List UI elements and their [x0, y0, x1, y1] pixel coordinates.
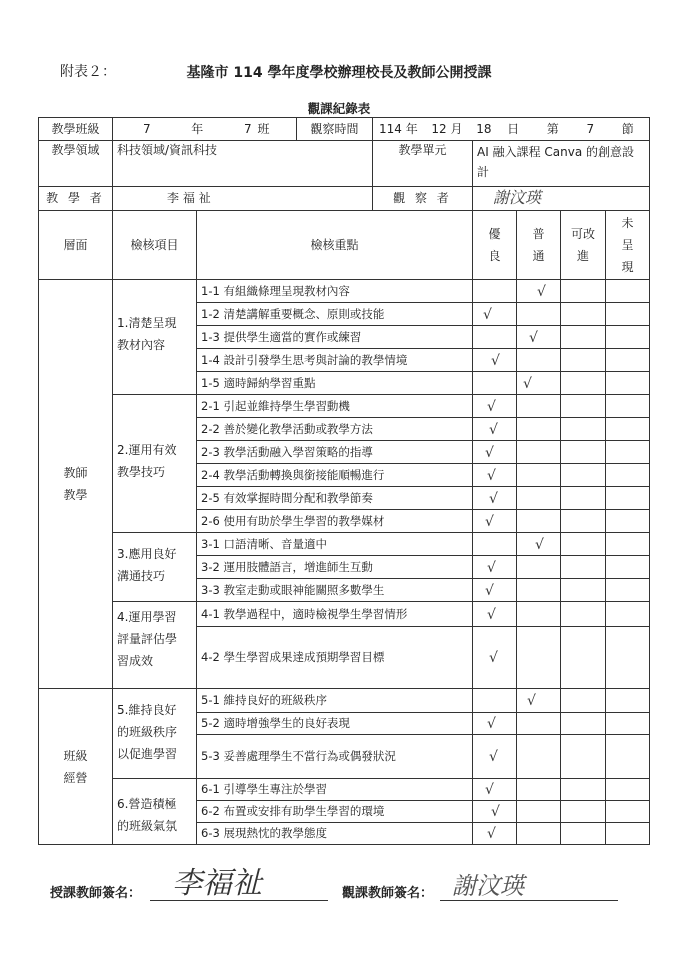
- col-absent: 未呈現: [606, 211, 650, 280]
- rating-cell: [517, 418, 561, 441]
- check-item-text: 6-2 布置或安排有助學生學習的環境: [197, 801, 473, 823]
- domain-label: 教學領域: [39, 141, 113, 187]
- check-item-text: 1-5 適時歸納學習重點: [197, 372, 473, 395]
- rating-cell: [606, 303, 650, 326]
- form-subtitle: 觀課紀錄表: [307, 101, 371, 116]
- rating-cell: [606, 464, 650, 487]
- check-table-body: [39, 280, 650, 845]
- rating-cell: [517, 579, 561, 602]
- rating-cell: [606, 713, 650, 735]
- month-unit: 月: [450, 121, 463, 136]
- rating-cell: [606, 349, 650, 372]
- check-mark-icon: √: [489, 749, 498, 765]
- check-item-text: 5-2 適時增強學生的良好表現: [197, 713, 473, 735]
- rating-cell: [473, 510, 517, 533]
- check-row: [39, 779, 650, 801]
- rating-cell: [473, 303, 517, 326]
- rating-cell: [517, 441, 561, 464]
- rating-cell: [561, 533, 606, 556]
- rating-cell: [473, 441, 517, 464]
- check-item-text: 3-2 運用肢體語言，增進師生互動: [197, 556, 473, 579]
- rating-cell: [561, 280, 606, 303]
- check-mark-icon: √: [491, 804, 500, 820]
- rating-cell: [517, 510, 561, 533]
- rating-cell: [517, 556, 561, 579]
- check-item-text: 6-1 引導學生專注於學習: [197, 779, 473, 801]
- rating-cell: [473, 735, 517, 779]
- rating-cell: [606, 533, 650, 556]
- rating-cell: [606, 735, 650, 779]
- rating-cell: [561, 689, 606, 713]
- rating-cell: [473, 418, 517, 441]
- col-normal: 普通: [517, 211, 561, 280]
- rating-cell: [606, 801, 650, 823]
- rating-cell: [517, 280, 561, 303]
- check-row: [39, 395, 650, 418]
- check-item-text: 4-1 教學過程中，適時檢視學生學習情形: [197, 602, 473, 627]
- rating-cell: [561, 464, 606, 487]
- check-item-text: 6-3 展現熱忱的教學態度: [197, 823, 473, 845]
- info-row-teacher-observer: [39, 187, 650, 211]
- rating-cell: [517, 823, 561, 845]
- observation-record-table: [38, 117, 650, 845]
- grade-unit: 年: [191, 121, 205, 136]
- check-mark-icon: √: [487, 467, 496, 484]
- check-row: [39, 280, 650, 303]
- teacher-signature-label: 授課教師簽名：: [50, 886, 142, 901]
- rating-cell: [561, 627, 606, 689]
- rating-cell: [561, 735, 606, 779]
- check-item-text: 1-3 提供學生適當的實作或練習: [197, 326, 473, 349]
- observer-signature-label: 觀課教師簽名：: [342, 886, 434, 901]
- rating-cell: [561, 510, 606, 533]
- period-prefix: 第: [546, 121, 559, 136]
- check-mark-icon: √: [523, 375, 532, 392]
- class-label: 教學班級: [39, 118, 113, 141]
- rating-cell: [517, 602, 561, 627]
- check-group: [113, 395, 197, 533]
- col-item: 檢核項目: [113, 211, 197, 280]
- rating-cell: [561, 556, 606, 579]
- observer-signature: 謝汶瑛: [452, 872, 524, 900]
- check-group-label: 5.維持良好的班級秩序以促進學習: [117, 703, 178, 761]
- rating-cell: [517, 533, 561, 556]
- level-cell: [39, 280, 113, 689]
- rating-cell: [561, 801, 606, 823]
- level-cell: [39, 689, 113, 845]
- rating-cell: [517, 801, 561, 823]
- period-value: 7: [586, 121, 595, 136]
- col-level: 層面: [39, 211, 113, 280]
- check-group: [113, 779, 197, 845]
- check-mark-icon: √: [487, 398, 496, 415]
- check-item-text: 3-3 教室走動或眼神能關照多數學生: [197, 579, 473, 602]
- observer-label: 觀 察 者: [373, 187, 473, 211]
- check-mark-icon: √: [485, 582, 494, 599]
- rating-cell: [561, 579, 606, 602]
- check-group-label: 1.清楚呈現教材內容: [117, 316, 177, 352]
- check-item-text: 2-5 有效掌握時間分配和教學節奏: [197, 487, 473, 510]
- check-item-text: 2-6 使用有助於學生學習的教學媒材: [197, 510, 473, 533]
- time-value: [373, 118, 650, 141]
- rating-cell: [473, 689, 517, 713]
- unit-value: AI 融入課程 Canva 的創意設計: [473, 141, 650, 187]
- check-mark-icon: √: [483, 306, 492, 323]
- rating-cell: [517, 779, 561, 801]
- teacher-label: 教 學 者: [39, 187, 113, 211]
- rating-cell: [561, 395, 606, 418]
- check-group-label: 2.運用有效教學技巧: [117, 443, 177, 479]
- check-group-label: 3.應用良好溝通技巧: [117, 547, 177, 583]
- check-mark-icon: √: [487, 826, 496, 842]
- check-mark-icon: √: [487, 559, 496, 576]
- check-mark-icon: √: [489, 421, 498, 438]
- check-group: [113, 280, 197, 395]
- check-item-text: 2-4 教學活動轉換與銜接能順暢進行: [197, 464, 473, 487]
- rating-cell: [561, 418, 606, 441]
- rating-cell: [561, 349, 606, 372]
- rating-cell: [517, 689, 561, 713]
- month-value: 12: [431, 121, 447, 136]
- check-item-text: 2-3 教學活動融入學習策略的指導: [197, 441, 473, 464]
- check-row: [39, 533, 650, 556]
- teacher-value: 李 福 祉: [113, 187, 373, 211]
- day-unit: 日: [507, 121, 520, 136]
- check-mark-icon: √: [527, 693, 536, 709]
- rating-cell: [606, 579, 650, 602]
- rating-cell: [561, 441, 606, 464]
- rating-cell: [517, 735, 561, 779]
- rating-cell: [561, 602, 606, 627]
- rating-cell: [606, 326, 650, 349]
- rating-cell: [561, 303, 606, 326]
- rating-cell: [561, 779, 606, 801]
- rating-cell: [606, 823, 650, 845]
- rating-cell: [561, 372, 606, 395]
- check-item-text: 2-2 善於變化教學活動或教學方法: [197, 418, 473, 441]
- level-name: 教師教學: [63, 466, 88, 502]
- rating-cell: [606, 689, 650, 713]
- rating-cell: [473, 556, 517, 579]
- rating-cell: [473, 579, 517, 602]
- rating-cell: [473, 395, 517, 418]
- rating-cell: [473, 372, 517, 395]
- grade-value: 7: [143, 121, 152, 136]
- rating-cell: [517, 713, 561, 735]
- observer-value: [473, 187, 650, 211]
- rating-cell: [517, 326, 561, 349]
- period-unit: 節: [621, 121, 634, 136]
- rating-cell: [473, 464, 517, 487]
- check-item-text: 1-4 設計引發學生思考與討論的教學情境: [197, 349, 473, 372]
- rating-cell: [606, 395, 650, 418]
- rating-cell: [517, 627, 561, 689]
- rating-cell: [473, 280, 517, 303]
- rating-cell: [473, 823, 517, 845]
- observer-handwriting: 謝汶瑛: [493, 188, 542, 207]
- check-group-label: 4.運用學習評量評估學習成效: [117, 610, 178, 668]
- rating-cell: [517, 303, 561, 326]
- rating-cell: [606, 487, 650, 510]
- year-unit: 年: [405, 121, 418, 136]
- rating-cell: [517, 349, 561, 372]
- rating-cell: [473, 602, 517, 627]
- rating-cell: [473, 627, 517, 689]
- check-item-text: 1-1 有組織條理呈現教材內容: [197, 280, 473, 303]
- check-group-label: 6.營造積極的班級氣氛: [117, 797, 178, 833]
- check-group: [113, 689, 197, 779]
- rating-cell: [517, 464, 561, 487]
- check-mark-icon: √: [491, 352, 500, 369]
- level-name: 班級經營: [63, 748, 88, 785]
- check-mark-icon: √: [485, 513, 494, 530]
- time-label: 觀察時間: [297, 118, 373, 141]
- rating-cell: [517, 395, 561, 418]
- year-value: 114: [379, 121, 402, 136]
- info-row-domain-unit: [39, 141, 650, 187]
- check-mark-icon: √: [535, 536, 544, 553]
- col-focus: 檢核重點: [197, 211, 473, 280]
- check-item-text: 1-2 清楚講解重要概念、原則或技能: [197, 303, 473, 326]
- rating-cell: [606, 372, 650, 395]
- check-mark-icon: √: [485, 444, 494, 461]
- check-row: [39, 602, 650, 627]
- check-item-text: 4-2 學生學習成果達成預期學習目標: [197, 627, 473, 689]
- check-mark-icon: √: [529, 329, 538, 346]
- rating-cell: [517, 487, 561, 510]
- check-mark-icon: √: [537, 283, 546, 300]
- teacher-signature: 李福祉: [172, 866, 262, 901]
- rating-cell: [606, 556, 650, 579]
- class-value: [113, 118, 297, 141]
- rating-cell: [473, 487, 517, 510]
- rating-cell: [473, 326, 517, 349]
- class-unit: 班: [257, 121, 271, 136]
- rating-cell: [473, 349, 517, 372]
- check-item-text: 3-1 口語清晰、音量適中: [197, 533, 473, 556]
- day-value: 18: [476, 121, 492, 136]
- rating-cell: [606, 441, 650, 464]
- check-mark-icon: √: [487, 716, 496, 732]
- rating-cell: [606, 510, 650, 533]
- rating-cell: [473, 801, 517, 823]
- col-excellent: 優良: [473, 211, 517, 280]
- check-mark-icon: √: [487, 606, 496, 623]
- domain-value: 科技領域/資訊科技: [113, 141, 373, 187]
- column-header-row: [39, 211, 650, 280]
- rating-cell: [606, 280, 650, 303]
- rating-cell: [561, 487, 606, 510]
- rating-cell: [561, 326, 606, 349]
- unit-label: 教學單元: [373, 141, 473, 187]
- rating-cell: [561, 823, 606, 845]
- rating-cell: [561, 713, 606, 735]
- class-number: 7: [243, 121, 253, 136]
- check-group: [113, 533, 197, 602]
- rating-cell: [606, 602, 650, 627]
- rating-cell: [606, 418, 650, 441]
- rating-cell: [606, 627, 650, 689]
- rating-cell: [473, 533, 517, 556]
- page-title: 基隆市 114 學年度學校辦理校長及教師公開授課: [186, 65, 492, 81]
- check-group: [113, 602, 197, 689]
- rating-cell: [473, 713, 517, 735]
- annex-label: 附表２：: [60, 64, 116, 80]
- rating-cell: [606, 779, 650, 801]
- check-item-text: 5-1 維持良好的班級秩序: [197, 689, 473, 713]
- check-item-text: 2-1 引起並維持學生學習動機: [197, 395, 473, 418]
- check-mark-icon: √: [485, 782, 494, 798]
- check-item-text: 5-3 妥善處理學生不當行為或偶發狀況: [197, 735, 473, 779]
- col-improve: 可改進: [561, 211, 606, 280]
- check-mark-icon: √: [489, 490, 498, 507]
- rating-cell: [473, 779, 517, 801]
- info-row-class-time: [39, 118, 650, 141]
- check-row: [39, 689, 650, 713]
- check-mark-icon: √: [489, 650, 498, 666]
- rating-cell: [517, 372, 561, 395]
